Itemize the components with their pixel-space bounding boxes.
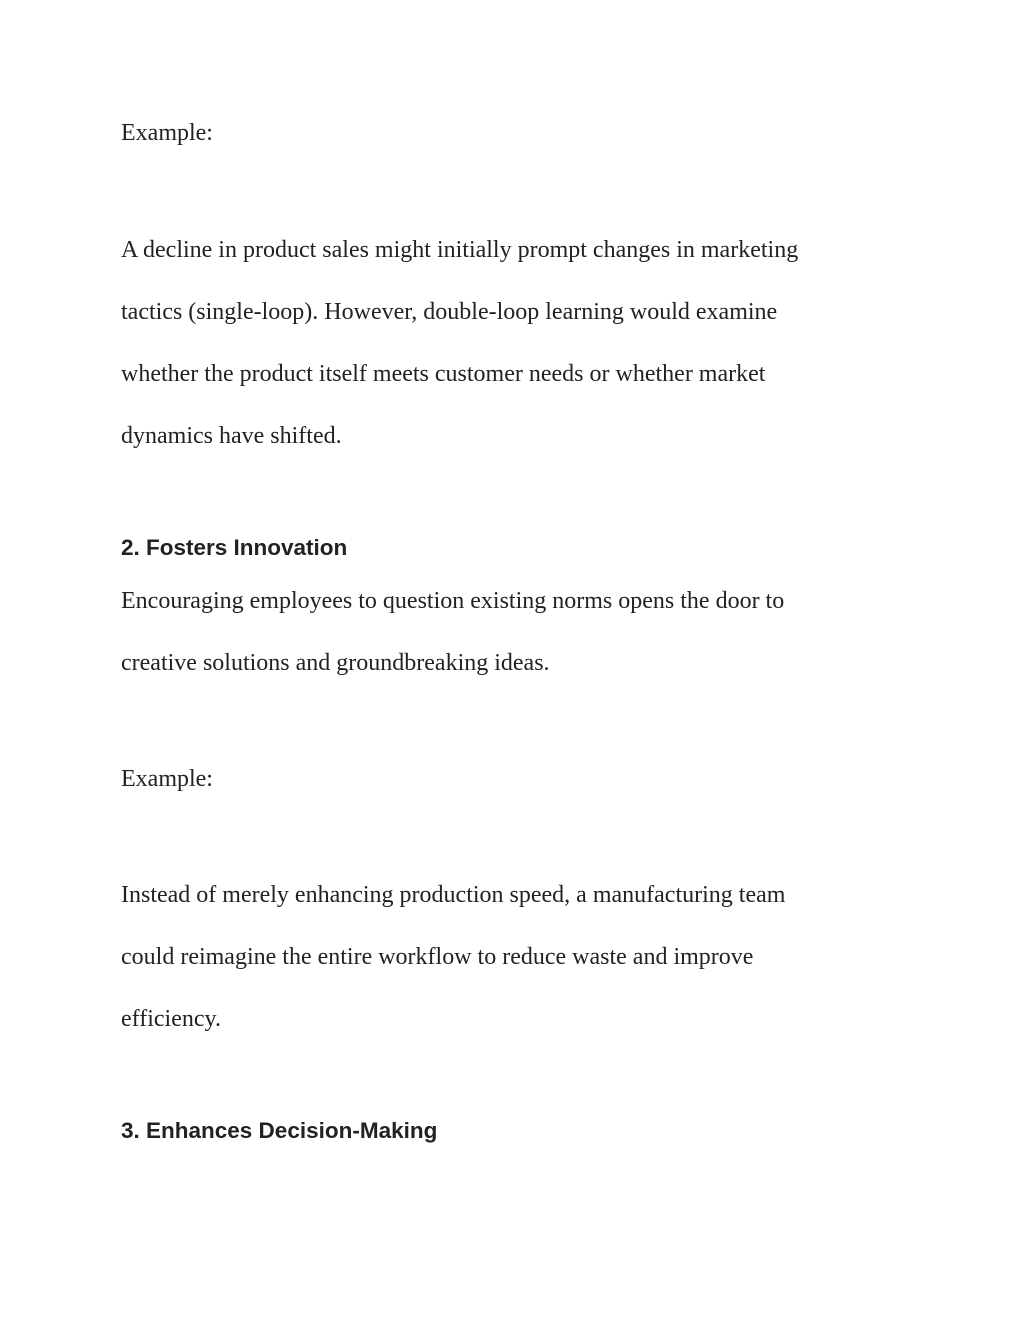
paragraph-line: Encouraging employees to question existing norms opens the door to [121,588,785,614]
section-heading-fosters-innovation: 2. Fosters Innovation [121,535,348,560]
paragraph-line: could reimagine the entire workflow to reduce waste and improve [121,944,754,970]
example-label: Example: [121,766,213,792]
section-heading-enhances-decision-making: 3. Enhances Decision-Making [121,1118,438,1143]
paragraph-line: dynamics have shifted. [121,423,342,449]
paragraph-line: A decline in product sales might initially prompt changes in marketing [121,237,799,263]
paragraph-line: whether the product itself meets customer needs or whether market [121,361,766,387]
paragraph-line: creative solutions and groundbreaking ideas. [121,650,550,676]
example-label: Example: [121,120,213,146]
paragraph-line: Instead of merely enhancing production speed, a manufacturing team [121,882,786,908]
paragraph-line: tactics (single-loop). However, double-loop learning would examine [121,299,778,325]
paragraph-line: efficiency. [121,1006,221,1032]
